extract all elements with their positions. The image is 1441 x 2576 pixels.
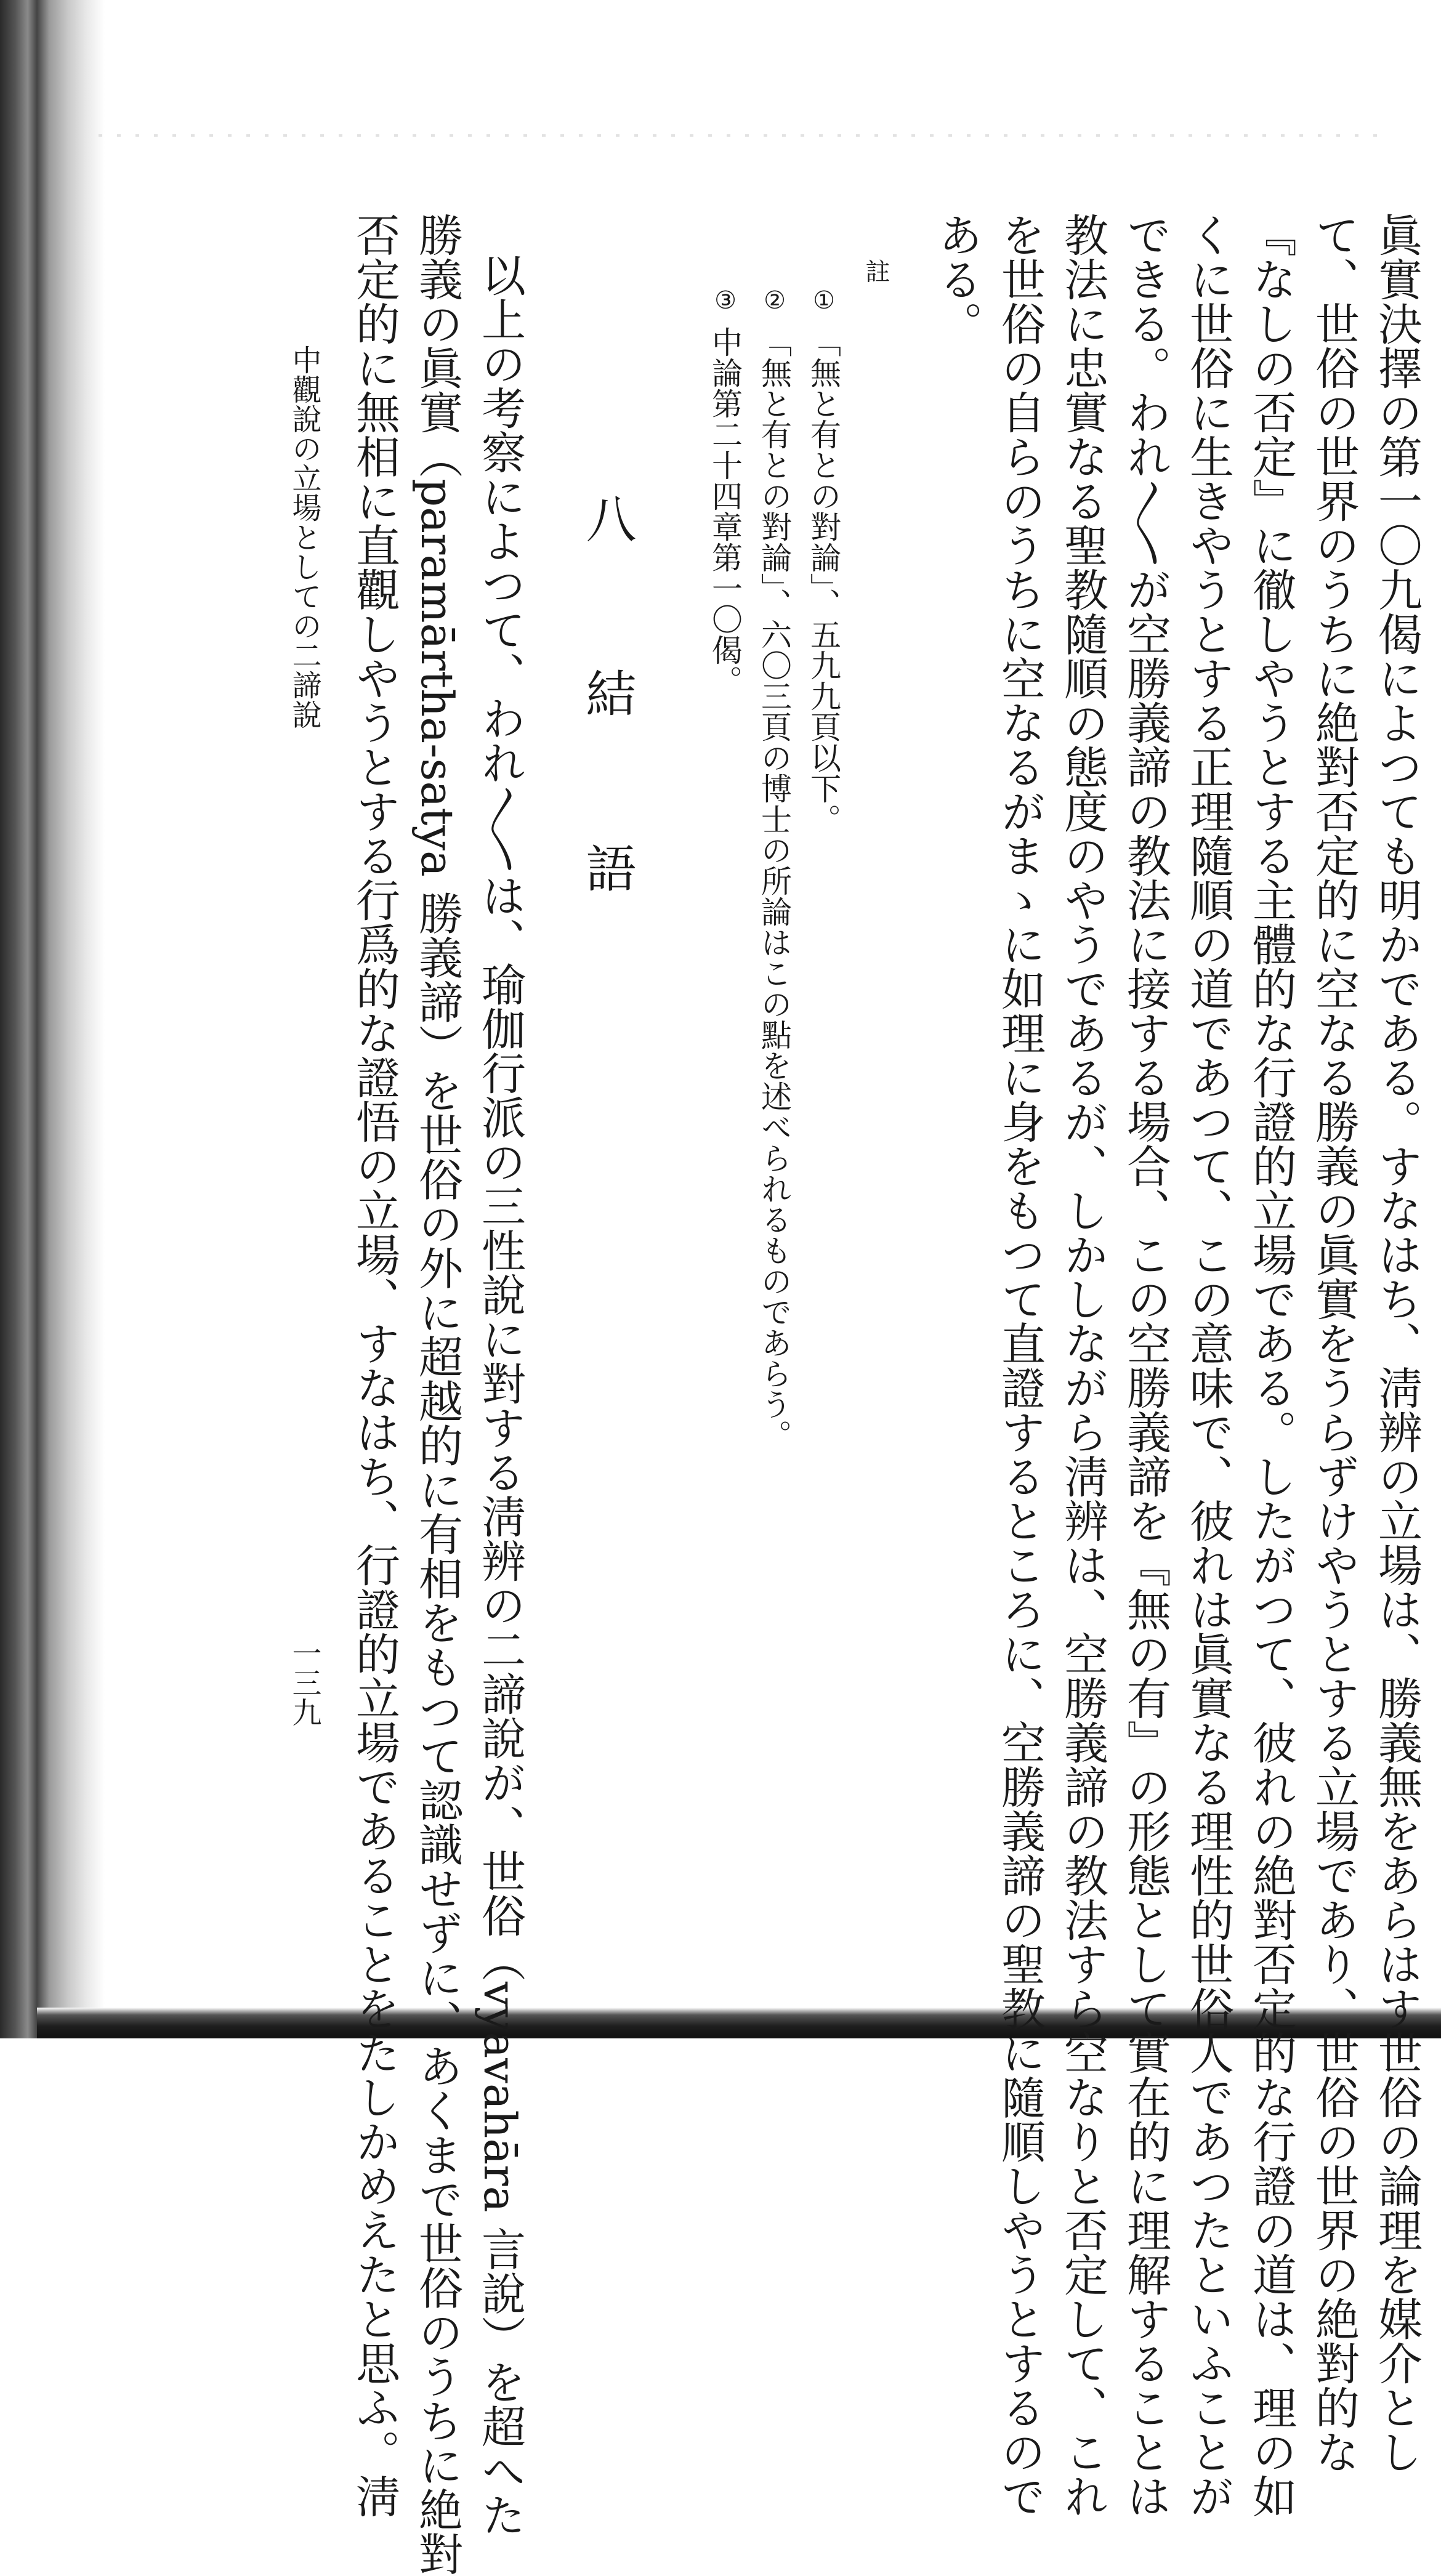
body-line: 『なしの否定』に徹しやうとする主體的な行證的立場である。したがつて、彼れの絶對否定的な行證の道は、理の如 (1245, 212, 1297, 2518)
body-line: できる。われ〳〵が空勝義諦の教法に接する場合、この空勝義諦を『無の有』の形態として實在的に理解することは (1120, 212, 1171, 2518)
note-text: 「無と有との對論」、五九九頁以下。 (805, 326, 841, 834)
body-line: 教法に忠實なる聖教隨順の態度のやうであるが、しかしながら淸辨は、空勝義諦の教法すら空なりと否定して、これ (1057, 212, 1108, 2518)
body-line: 眞實決擇の第一〇九偈によつても明かである。すなはち、淸辨の立場は、勝義無をあらはす世俗の論理を媒介とし (1371, 212, 1423, 2474)
note-marker: ③ (711, 286, 740, 315)
note-marker: ① (810, 286, 838, 315)
scan-noise (99, 134, 1392, 137)
body-line: 勝義の眞實（paramārtha-satya 勝義諦）を世俗の外に超越的に有相をもつて認識せずに、あくまで世俗のうちに絶對 (411, 212, 463, 2576)
body-line: ある。 (931, 212, 983, 345)
notes-label: 註 (862, 259, 890, 283)
note-text: 「無と有との對論」、六〇三頁の博士の所論はこの點を述べられるものであらう。 (756, 326, 792, 1450)
running-header: 中觀說の立場としての二諦說 (287, 345, 321, 729)
note-marker: ② (761, 286, 789, 315)
section-heading: 八 結 語 (578, 493, 636, 930)
binding-shadow (0, 0, 105, 2038)
body-line: 否定的に無相に直觀しやうとする行爲的な證悟の立場、すなはち、行證的立場であることをたしかめえたと思ふ。淸 (349, 212, 400, 2518)
body-line: 以上の考察によつて、われ〳〵は、瑜伽行派の三性說に對する淸辨の二諦說が、世俗（vyavahāra 言說）を超へた (474, 252, 526, 2537)
note-text: 中論第二十四章第一〇偈。 (707, 326, 743, 696)
page-number: 一三九 (287, 1638, 321, 1727)
body-line: て、世俗の世界のうちに絶對否定的に空なる勝義の眞實をうらずけやうとする立場であり、世俗の世界の絶對的な (1308, 212, 1360, 2474)
body-line: くに世俗に生きやうとする正理隨順の道であつて、この意味で、彼れは眞實なる理性的世俗人であつたといふことが (1182, 212, 1234, 2518)
body-line: を世俗の自らのうちに空なるがまゝに如理に身をもつて直證するところに、空勝義諦の聖教に隨順しやうとするので (994, 212, 1046, 2518)
